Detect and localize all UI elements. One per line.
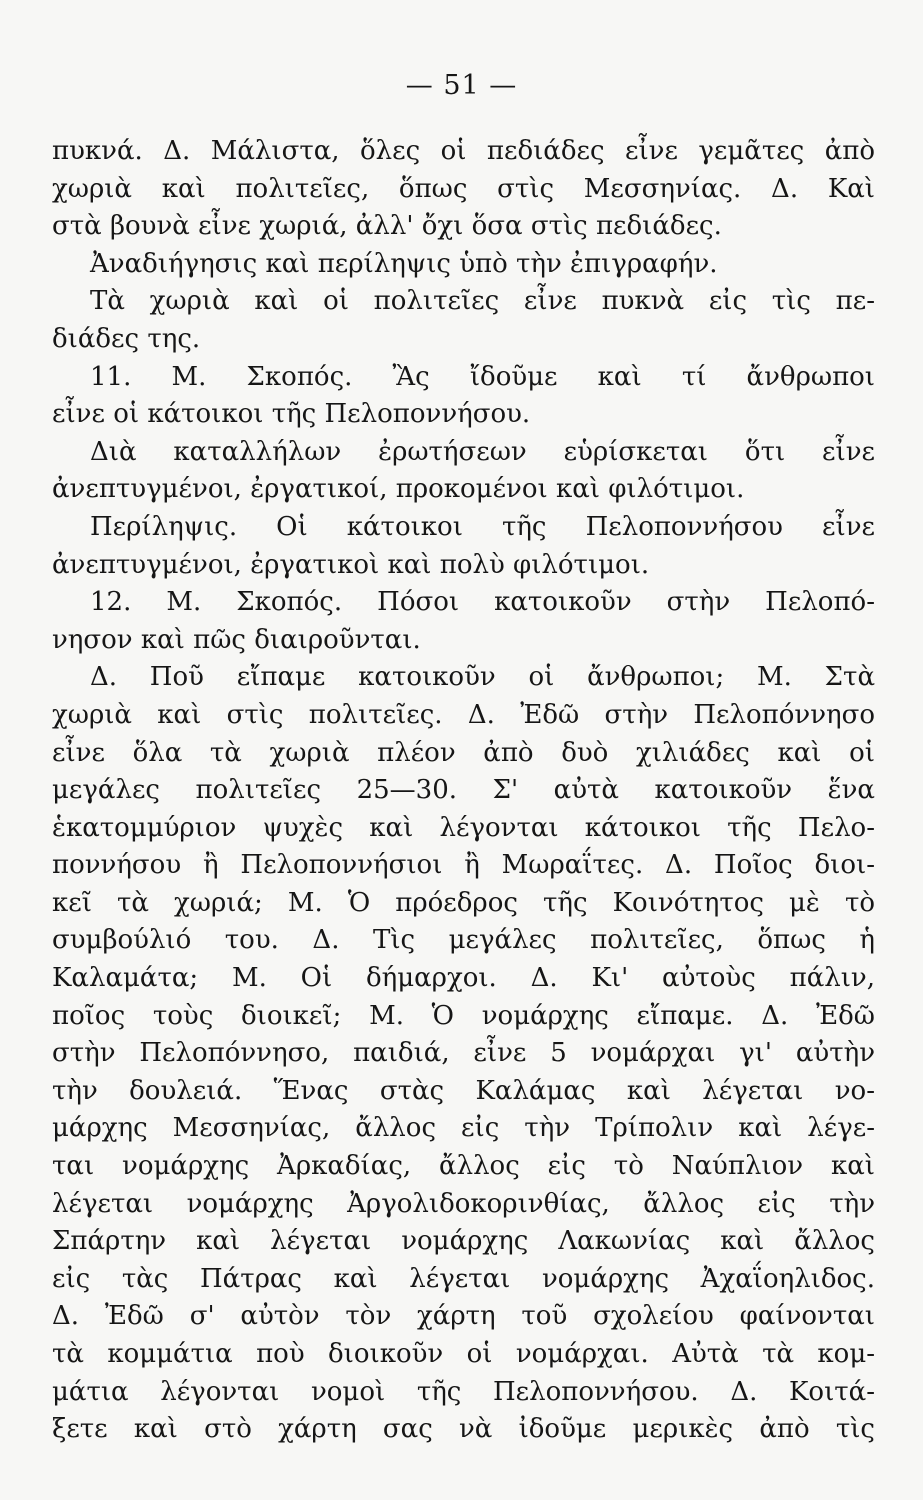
text-line: μάτια λέγονται νομοὶ τῆς Πελοποννήσου. Δ. Κοιτά-	[52, 1376, 875, 1407]
text-line: εἶνε οἱ κάτοικοι τῆς Πελοποννήσου.	[52, 399, 531, 430]
text-line: 11. Μ. Σκοπός. Ἂς ἴδοῦμε καὶ τί ἄνθρωποι	[90, 361, 875, 392]
text-line: ται νομάρχης Ἀρκαδίας, ἄλλος εἰς τὸ Ναύπλιον καὶ	[52, 1151, 875, 1182]
text-line: λέγεται νομάρχης Ἀργολιδοκορινθίας, ἄλλος εἰς τὴν	[52, 1188, 875, 1219]
body-text	[52, 133, 875, 1449]
text-line: χωριὰ καὶ πολιτεῖες, ὅπως στὶς Μεσσηνίας. Δ. Καὶ	[52, 173, 875, 204]
text-line: εἶνε ὅλα τὰ χωριὰ πλέον ἀπὸ δυὸ χιλιάδες καὶ οἱ	[52, 737, 875, 768]
text-line: κεῖ τὰ χωριά; Μ. Ὁ πρόεδρος τῆς Κοινότητος μὲ τὸ	[52, 887, 875, 918]
text-line: στὴν Πελοπόννησο, παιδιά, εἶνε 5 νομάρχαι γι' αὐτὴν	[52, 1038, 875, 1069]
text-line: διάδες της.	[52, 323, 201, 354]
text-line: συμβούλιό του. Δ. Τὶς μεγάλες πολιτεῖες, ὅπως ἡ	[52, 925, 875, 956]
text-line: μεγάλες πολιτεῖες 25—30. Σ' αὐτὰ κατοικοῦν ἕνα	[52, 775, 875, 806]
text-line: ποῖος τοὺς διοικεῖ; Μ. Ὁ νομάρχης εἴπαμε. Δ. Ἐδῶ	[52, 1000, 875, 1031]
text-line: εἰς τὰς Πάτρας καὶ λέγεται νομάρχης Ἀχαΐοηλιδος.	[52, 1263, 875, 1294]
text-line: Διὰ καταλλήλων ἐρωτήσεων εὑρίσκεται ὅτι εἶνε	[90, 436, 875, 467]
text-line: χωριὰ καὶ στὶς πολιτεῖες. Δ. Ἐδῶ στὴν Πελοπόννησο	[52, 699, 875, 730]
text-line: τὰ κομμάτια ποὺ διοικοῦν οἱ νομάρχαι. Αὐτὰ τὰ κομ-	[52, 1339, 875, 1369]
text-line: ξετε καὶ στὸ χάρτη σας νὰ ἰδοῦμε μερικὲς ἀπὸ τὶς	[52, 1414, 875, 1445]
text-line: μάρχης Μεσσηνίας, ἄλλος εἰς τὴν Τρίπολιν καὶ λέγε-	[52, 1113, 875, 1144]
text-line: νησον καὶ πῶς διαιροῦνται.	[52, 624, 421, 655]
text-line: ἑκατομμύριον ψυχὲς καὶ λέγονται κάτοικοι τῆς Πελο-	[52, 812, 875, 843]
text-line: στὰ βουνὰ εἶνε χωριά, ἀλλ' ὄχι ὅσα στὶς πεδιάδες.	[52, 211, 722, 242]
text-line: ποννήσου ἢ Πελοποννήσιοι ἢ Μωραΐτες. Δ. Ποῖος διοι-	[52, 850, 875, 881]
text-line: Δ. Ποῦ εἴπαμε κατοικοῦν οἱ ἄνθρωποι; Μ. Στὰ	[90, 662, 875, 693]
text-line: ἀνεπτυγμένοι, ἐργατικοὶ καὶ πολὺ φιλότιμοι.	[52, 549, 650, 580]
text-line: Δ. Ἐδῶ σ' αὐτὸν τὸν χάρτη τοῦ σχολείου φαίνονται	[52, 1301, 875, 1332]
text-line: ἀνεπτυγμένοι, ἐργατικοί, προκομένοι καὶ φιλότιμοι.	[52, 474, 745, 505]
text-line: πυκνά. Δ. Μάλιστα, ὅλες οἱ πεδιάδες εἶνε γεμᾶτες ἀπὸ	[52, 136, 875, 166]
text-line: τὴν δουλειά. Ἕνας στὰς Καλάμας καὶ λέγεται νο-	[52, 1075, 875, 1106]
text-line: Τὰ χωριὰ καὶ οἱ πολιτεῖες εἶνε πυκνὰ εἰς τὶς πε-	[90, 286, 875, 317]
text-line: Σπάρτην καὶ λέγεται νομάρχης Λακωνίας καὶ ἄλλος	[52, 1226, 875, 1257]
text-line: Περίληψις. Οἱ κάτοικοι τῆς Πελοποννήσου εἶνε	[90, 511, 875, 542]
page-number: — 51 —	[405, 70, 518, 101]
text-line: Καλαμάτα; Μ. Οἱ δήμαρχοι. Δ. Κι' αὐτοὺς πάλιν,	[52, 963, 875, 994]
text-line: Ἀναδιήγησις καὶ περίληψις ὑπὸ τὴν ἐπιγραφήν.	[90, 248, 718, 279]
text-line: 12. Μ. Σκοπός. Πόσοι κατοικοῦν στὴν Πελοπό-	[90, 587, 875, 618]
